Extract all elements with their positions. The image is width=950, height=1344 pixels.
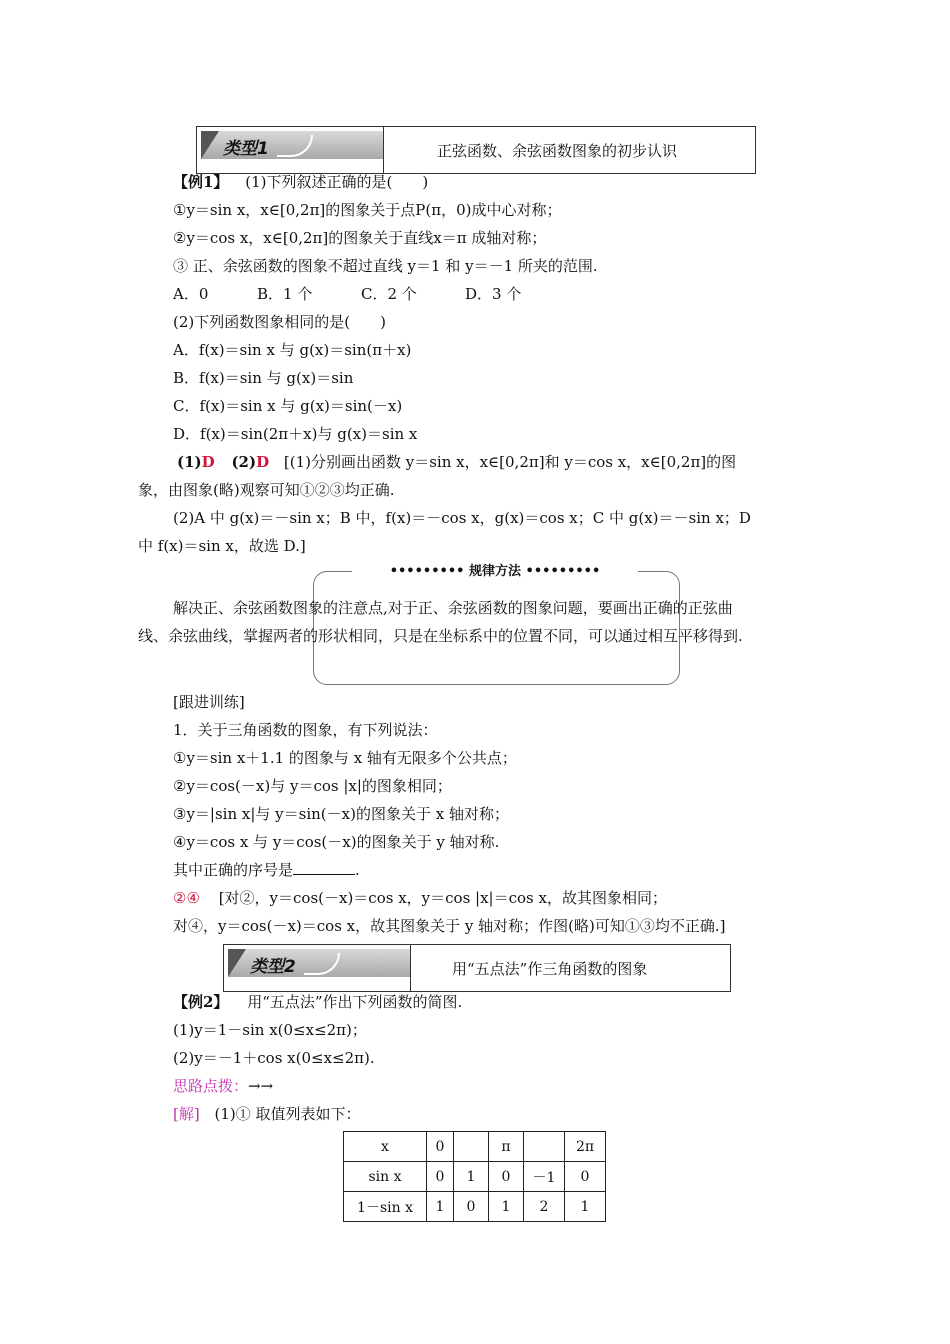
ex1-answer-line	[177, 452, 736, 472]
value-table	[343, 1131, 606, 1222]
table-cell: －1	[524, 1162, 565, 1192]
type2-separator	[410, 945, 411, 991]
ex2-hint: 思路点拨：	[173, 1077, 249, 1095]
follow-explain-2: 对④，y＝cos(－x)＝cos x，故其图象关于 y 轴对称；作图(略)可知①③均不正确.]	[173, 917, 726, 935]
table-cell: 0	[427, 1162, 454, 1192]
type2-label: 类型2	[250, 957, 296, 977]
ex2-hint-line	[173, 1076, 273, 1096]
ex1-option2-c: C．f(x)＝sin x 与 g(x)＝sin(－x)	[173, 397, 403, 415]
follow-statement-3: ③y＝|sin x|与 y＝sin(－x)的图象关于 x 轴对称；	[173, 805, 509, 823]
table-cell: 1－sin x	[344, 1192, 427, 1222]
ex1-statement-3: ③ 正、余弦函数的图象不超过直线 y＝1 和 y＝－1 所夹的范围.	[173, 257, 598, 275]
type1-tab	[201, 131, 383, 159]
table-cell: 0	[427, 1132, 454, 1162]
table-cell: 0	[489, 1162, 524, 1192]
rule-line-1: 解决正、余弦函数图象的注意点,对于正、余弦函数的图象问题，要画出正确的正弦曲	[173, 599, 733, 617]
table-cell: 1	[454, 1162, 489, 1192]
tab-mark-icon	[201, 131, 219, 159]
answer-blank	[293, 860, 355, 875]
table-cell: π	[489, 1132, 524, 1162]
type1-separator	[383, 127, 384, 173]
ex1-option-b: B．1 个	[257, 285, 313, 303]
table-cell: 1	[565, 1192, 606, 1222]
ex2-question	[173, 992, 462, 1012]
follow-statement-1: ①y＝sin x＋1.1 的图象与 x 轴有无限多个公共点；	[173, 749, 517, 767]
arrow-icon: →→	[248, 1077, 274, 1095]
ex2-solution-tag: [解]	[173, 1105, 200, 1123]
follow-statement-4: ④y＝cos x 与 y＝cos(－x)的图象关于 y 轴对称.	[173, 833, 500, 851]
tab-curve-icon	[304, 953, 340, 975]
ex1-q1: (1)下列叙述正确的是( )	[245, 173, 429, 191]
table-cell: sin x	[344, 1162, 427, 1192]
follow-explain-1: [对②，y＝cos(－x)＝cos x，y＝cos |x|＝cos x，故其图象相同；	[218, 889, 667, 907]
ex1-question-1	[173, 172, 428, 192]
table-cell	[524, 1132, 565, 1162]
table-cell	[454, 1132, 489, 1162]
ex1-option2-b: B．f(x)＝sin 与 g(x)＝sin	[173, 369, 354, 387]
type1-label: 类型1	[223, 139, 269, 159]
table-cell: 1	[427, 1192, 454, 1222]
ex2-solution: (1)① 取值列表如下：	[214, 1105, 361, 1123]
rule-heading: ••••••••• 规律方法 •••••••••	[352, 563, 638, 581]
follow-statement-2: ②y＝cos(－x)与 y＝cos |x|的图象相同；	[173, 777, 452, 795]
ex2-q: 用“五点法”作出下列函数的简图.	[247, 993, 463, 1011]
type1-title: 正弦函数、余弦函数图象的初步认识	[437, 142, 678, 160]
table-cell: 0	[565, 1162, 606, 1192]
table-cell: x	[344, 1132, 427, 1162]
ex2-tag: 【例2】	[173, 993, 229, 1011]
ex1-option2-d: D．f(x)＝sin(2π＋x)与 g(x)＝sin x	[173, 425, 418, 443]
tab-curve-icon	[277, 135, 313, 157]
ex1-option-d: D．3 个	[465, 285, 522, 303]
ans1-value: D	[201, 453, 215, 471]
ex1-statement-1: ①y＝sin x，x∈[0,2π]的图象关于点P(π，0)成中心对称；	[173, 201, 562, 219]
ex1-option-c: C．2 个	[361, 285, 417, 303]
type1-header	[196, 126, 756, 174]
ex1-explain-2a: (2)A 中 g(x)＝－sin x；B 中，f(x)＝－cos x，g(x)＝cos x；C 中 g(x)＝－sin x；D	[173, 509, 751, 527]
ex1-tag: 【例1】	[173, 173, 229, 191]
ex1-question-2: (2)下列函数图象相同的是( )	[173, 313, 386, 331]
table-cell: 1	[489, 1192, 524, 1222]
follow-blank-prefix: 其中正确的序号是	[173, 861, 294, 879]
ex2-solution-line	[173, 1104, 361, 1124]
ans2-value: D	[256, 453, 270, 471]
ex1-options-1	[173, 284, 521, 304]
follow-blank-line	[173, 860, 360, 880]
type2-header	[223, 944, 731, 992]
ex2-part-1: (1)y＝1－sin x(0≤x≤2π)；	[173, 1021, 367, 1039]
ans1-prefix: (1)	[177, 453, 202, 471]
ex1-explain-1a: [(1)分别画出函数 y＝sin x，x∈[0,2π]和 y＝cos x，x∈[0,2π]的图	[283, 453, 737, 471]
type2-tab	[228, 949, 410, 977]
type2-title: 用“五点法”作三角函数的图象	[452, 960, 648, 978]
follow-blank-suffix: .	[355, 861, 360, 879]
table-row	[344, 1132, 606, 1162]
table-cell: 2π	[565, 1132, 606, 1162]
table-row	[344, 1192, 606, 1222]
follow-answer: ②④	[173, 889, 200, 907]
ex1-statement-2: ②y＝cos x，x∈[0,2π]的图象关于直线x＝π 成轴对称；	[173, 229, 547, 247]
follow-answer-line	[173, 888, 667, 908]
table-cell: 0	[454, 1192, 489, 1222]
ex1-explain-2b: 中 f(x)＝sin x，故选 D.]	[138, 537, 306, 555]
ex2-part-2: (2)y＝－1＋cos x(0≤x≤2π).	[173, 1049, 375, 1067]
ex1-option-a: A．0	[173, 285, 209, 303]
table-row	[344, 1162, 606, 1192]
follow-question: 1．关于三角函数的图象，有下列说法：	[173, 721, 438, 739]
follow-heading: [跟进训练]	[173, 693, 245, 711]
ex1-option2-a: A．f(x)＝sin x 与 g(x)＝sin(π＋x)	[173, 341, 412, 359]
table-cell: 2	[524, 1192, 565, 1222]
ex1-explain-1b: 象，由图象(略)观察可知①②③均正确.	[138, 481, 395, 499]
tab-mark-icon	[228, 949, 246, 977]
ans2-prefix: (2)	[231, 453, 257, 471]
rule-line-2: 线、余弦曲线，掌握两者的形状相同，只是在坐标系中的位置不同，可以通过相互平移得到.	[138, 627, 743, 645]
